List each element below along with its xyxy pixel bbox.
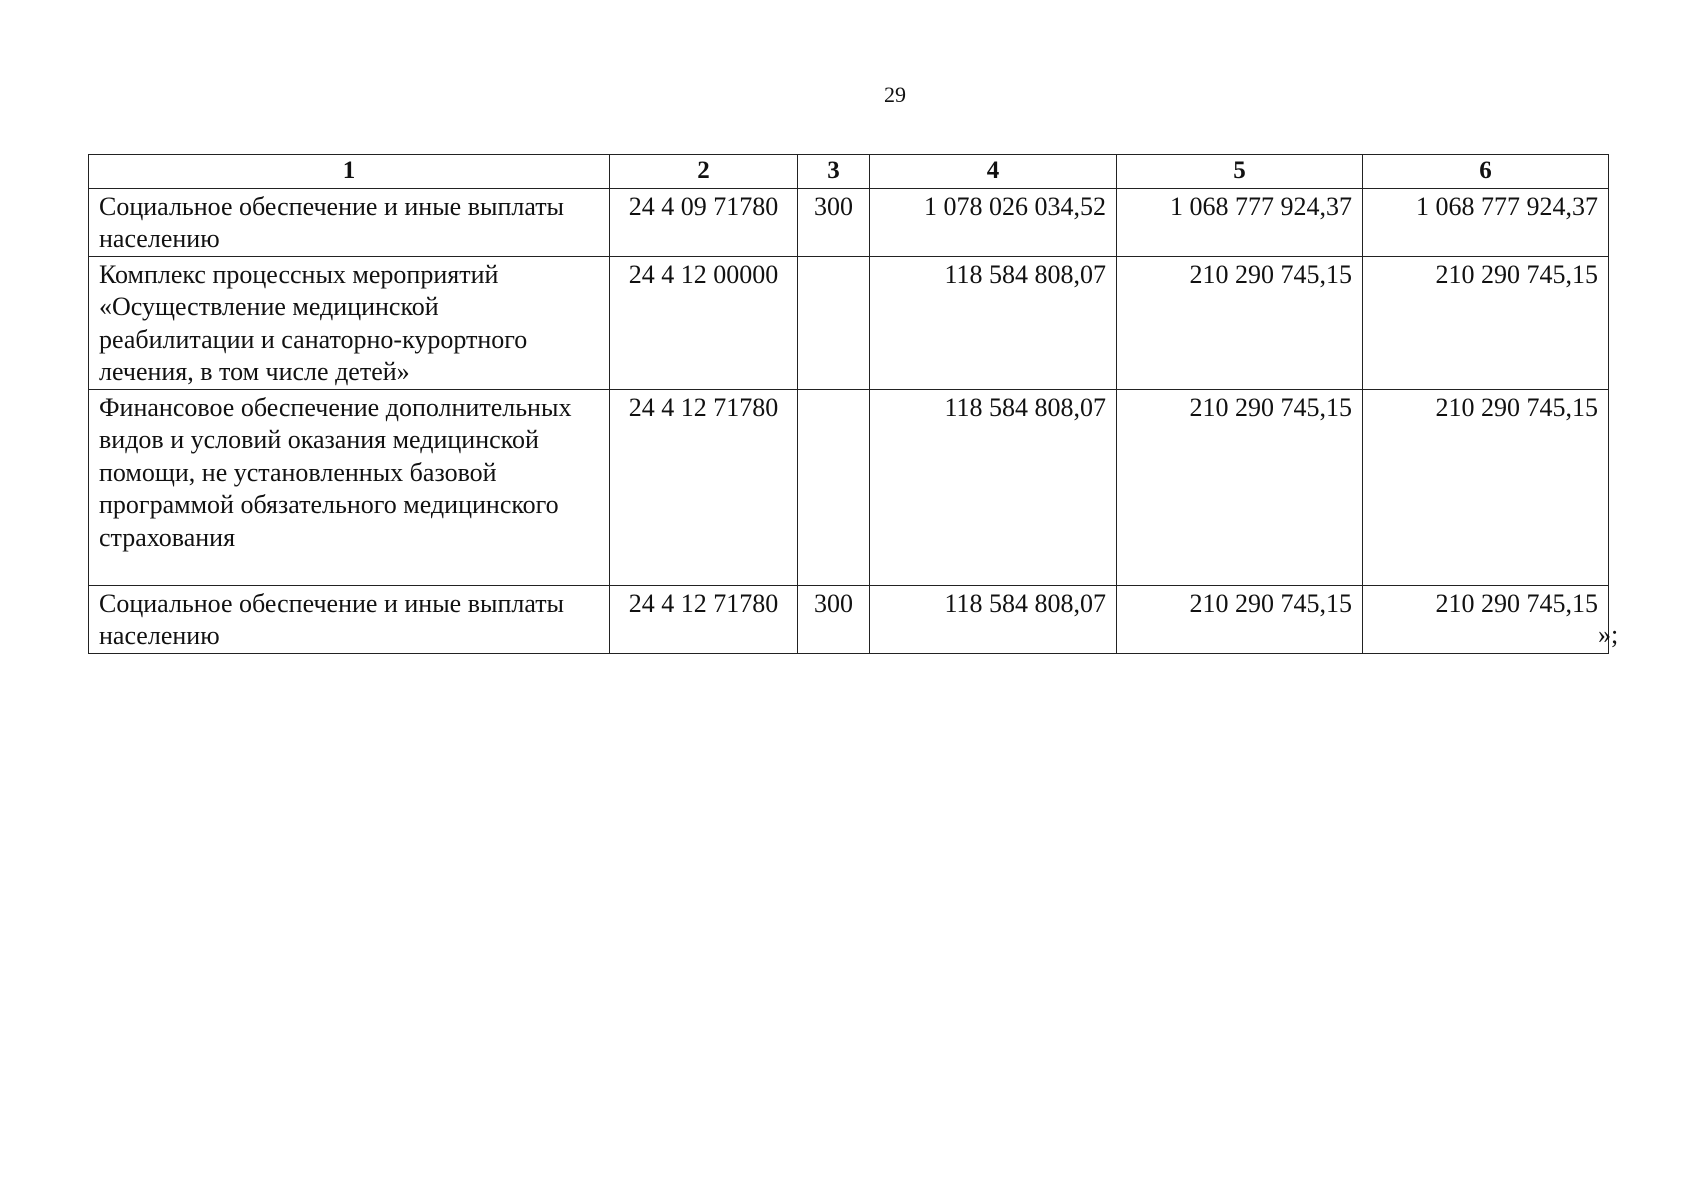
row-name-cell: Социальное обеспечение и иные выплаты населению: [89, 585, 610, 653]
header-row: [89, 155, 1609, 189]
row-code-cell: 24 4 12 00000: [610, 256, 798, 389]
column-header-4: 4: [870, 155, 1117, 189]
row-value-cell: 118 584 808,07: [870, 256, 1117, 389]
row-value-cell: 1 068 777 924,37: [1117, 188, 1363, 256]
row-value-cell: 1 078 026 034,52: [870, 188, 1117, 256]
column-header-5: 5: [1117, 155, 1363, 189]
row-type-cell: [798, 256, 870, 389]
row-type-cell: 300: [798, 585, 870, 653]
row-value-cell: 210 290 745,15: [1117, 585, 1363, 653]
row-value-cell: 210 290 745,15: [1363, 256, 1609, 389]
row-name-cell: Социальное обеспечение и иные выплаты населению: [89, 188, 610, 256]
row-type-cell: [798, 389, 870, 585]
table-row: [89, 389, 1609, 585]
closing-quote-mark: »;: [1598, 620, 1619, 649]
row-type-cell: 300: [798, 188, 870, 256]
row-value-cell: 210 290 745,15: [1363, 585, 1609, 653]
page-number: 29: [884, 82, 906, 107]
row-code-cell: 24 4 12 71780: [610, 585, 798, 653]
column-header-6: 6: [1363, 155, 1609, 189]
row-name-cell: Комплекс процессных мероприятий «Осуществление медицинской реабилитации и санаторно-курортного лечения, в том числе детей»: [89, 256, 610, 389]
table-row: [89, 585, 1609, 653]
table-row: [89, 256, 1609, 389]
row-code-cell: 24 4 12 71780: [610, 389, 798, 585]
column-header-1: 1: [89, 155, 610, 189]
column-header-2: 2: [610, 155, 798, 189]
row-value-cell: 118 584 808,07: [870, 389, 1117, 585]
column-header-3: 3: [798, 155, 870, 189]
table-row: [89, 188, 1609, 256]
row-value-cell: 210 290 745,15: [1117, 389, 1363, 585]
row-value-cell: 118 584 808,07: [870, 585, 1117, 653]
row-value-cell: 210 290 745,15: [1117, 256, 1363, 389]
row-value-cell: 1 068 777 924,37: [1363, 188, 1609, 256]
row-code-cell: 24 4 09 71780: [610, 188, 798, 256]
budget-table: [88, 154, 1609, 654]
row-name-cell: Финансовое обеспечение дополнительных видов и условий оказания медицинской помощи, не установленных базовой программой обязательного медицинского страхования: [89, 389, 610, 585]
row-value-cell: 210 290 745,15: [1363, 389, 1609, 585]
